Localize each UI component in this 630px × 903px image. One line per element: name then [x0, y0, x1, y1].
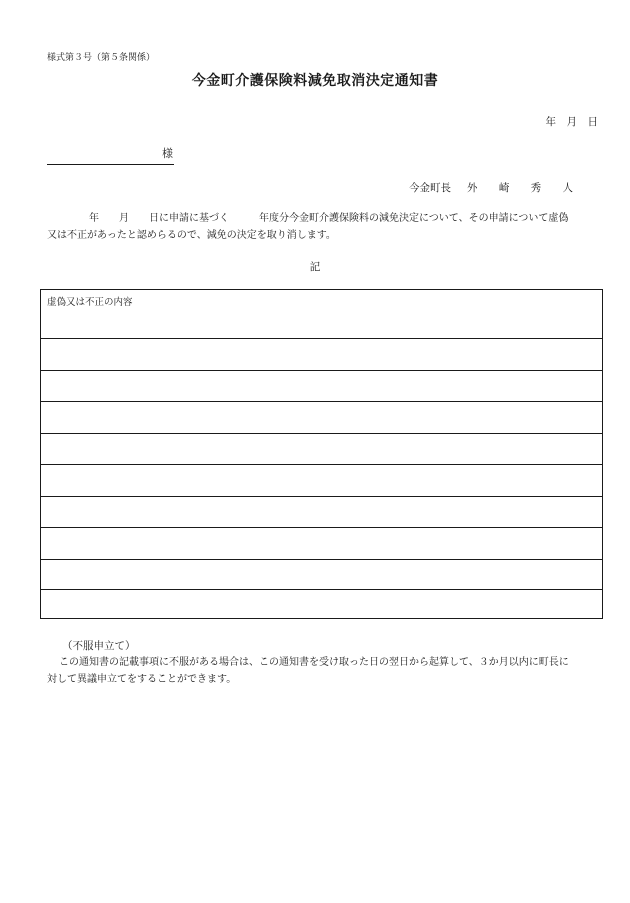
- sender-title: 今金町長: [408, 182, 451, 194]
- addressee-honorific: 様: [162, 147, 173, 160]
- appeal-text: [47, 654, 607, 688]
- notice-body-line-2: 又は不正があったと認めらるので、減免の決定を取り消します。: [47, 230, 336, 241]
- sender-block: [409, 180, 582, 195]
- issue-date-line: 年 月 日: [545, 116, 598, 128]
- table-row: [41, 559, 602, 560]
- table-row: [41, 464, 602, 465]
- table-row: [41, 401, 602, 402]
- table-row: [41, 527, 602, 528]
- appeal-text-line-2: 対して異議申立てをすることができます。: [47, 674, 237, 685]
- form-number: 様式第３号（第５条関係）: [47, 53, 156, 63]
- table-row: [41, 370, 602, 371]
- appeal-text-line-1: この通知書の記載事項に不服がある場合は、この通知書を受け取った日の翌日から起算して、３か月以内に町長に: [59, 657, 569, 668]
- table-row: [41, 433, 602, 434]
- table-row: [41, 496, 602, 497]
- document-title: 今金町介護保険料減免取消決定通知書: [191, 73, 439, 89]
- notice-body-line-1: 年 月 日に申請に基づく 年度分今金町介護保険料の減免決定について、その申請について虚偽: [89, 213, 569, 224]
- sender-name: 外 崎 秀 人: [466, 182, 582, 194]
- table-row: [41, 589, 602, 590]
- record-table: [40, 289, 603, 619]
- table-row: [41, 338, 602, 339]
- ki-heading: 記: [309, 261, 321, 273]
- table-header-label: 虚偽又は不正の内容: [47, 297, 133, 308]
- addressee-blank-line: [47, 150, 174, 165]
- notice-body: [47, 210, 607, 244]
- appeal-heading: （不服申立て）: [62, 640, 136, 652]
